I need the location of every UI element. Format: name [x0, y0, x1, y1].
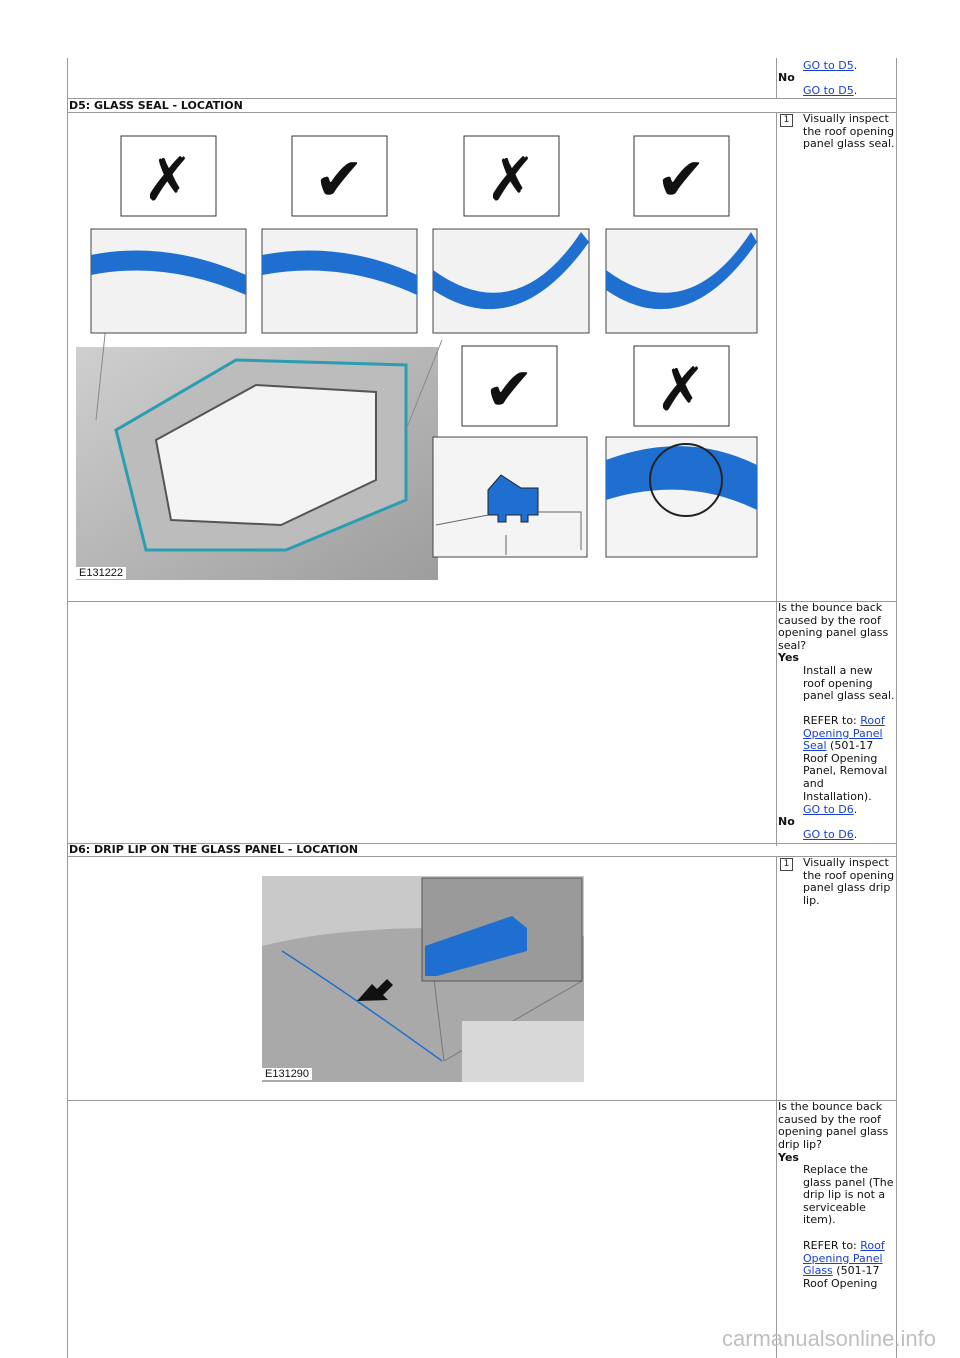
goto-d6-link[interactable]: GO to D6. — [803, 803, 858, 816]
x-mark-icon — [634, 346, 729, 426]
section-title-d6: D6: DRIP LIP ON THE GLASS PANEL - LOCATION — [69, 843, 359, 856]
figure-drip-lip — [262, 876, 584, 1082]
figure-glass-seal — [76, 130, 760, 582]
svg-text:✔: ✔ — [313, 145, 365, 215]
d6-refer: REFER to: Roof Opening Panel Glass (501-17 Roof Opening — [803, 1239, 885, 1290]
step-number-badge: 1 — [780, 114, 793, 127]
table-right-border — [896, 58, 897, 1358]
roof-opening-panel-seal-link[interactable]: Roof Opening Panel Seal — [803, 714, 885, 753]
x-mark-icon — [121, 136, 216, 216]
step-number-badge: 1 — [780, 858, 793, 871]
figure-id-e131290: E131290 — [262, 1068, 312, 1080]
row-divider — [67, 601, 897, 602]
column-divider — [776, 58, 777, 98]
goto-d5-link[interactable]: GO to D5. — [803, 84, 858, 97]
row-divider — [67, 112, 897, 113]
goto-d6-link[interactable]: GO to D6. — [803, 828, 858, 841]
svg-text:✗: ✗ — [655, 355, 707, 425]
svg-text:✗: ✗ — [142, 145, 194, 215]
d5-question: Is the bounce back caused by the roof opening panel glass seal? — [778, 601, 889, 652]
glass-seal-diagram — [76, 130, 760, 582]
d6-question: Is the bounce back caused by the roof opening panel glass drip lip? — [778, 1100, 889, 1151]
check-mark-icon — [634, 136, 729, 216]
drip-lip-diagram — [262, 876, 584, 1082]
d5-instruction: Visually inspect the roof opening panel glass seal. — [803, 112, 895, 151]
seal-detail-4 — [606, 229, 757, 333]
seal-profile-detail — [433, 437, 587, 557]
d5-yes-action: Install a new roof opening panel glass seal. — [803, 664, 895, 703]
x-mark-icon — [464, 136, 559, 216]
yes-label: Yes — [778, 651, 799, 664]
svg-text:✔: ✔ — [483, 355, 535, 425]
yes-label: Yes — [778, 1151, 799, 1164]
seal-detail-2 — [262, 229, 417, 333]
watermark: carmanualsonline.info — [721, 1326, 936, 1351]
table-left-border — [67, 58, 68, 1358]
d6-yes-action: Replace the glass panel (The drip lip is not a serviceable item). — [803, 1163, 894, 1227]
check-mark-icon — [462, 346, 557, 426]
row-divider — [67, 856, 897, 857]
svg-text:✔: ✔ — [655, 145, 707, 215]
svg-text:✗: ✗ — [485, 145, 537, 215]
row-divider — [67, 1100, 897, 1101]
goto-d5-link[interactable]: GO to D5. — [803, 59, 858, 72]
no-label: No — [778, 815, 795, 828]
no-label: No — [778, 71, 795, 84]
seal-damage-detail — [606, 437, 757, 557]
seal-detail-3 — [433, 229, 589, 333]
column-divider — [776, 112, 777, 846]
d6-instruction: Visually inspect the roof opening panel glass drip lip. — [803, 856, 895, 907]
seal-detail-1 — [91, 229, 246, 333]
section-title-d5: D5: GLASS SEAL - LOCATION — [69, 99, 243, 112]
d5-refer: REFER to: Roof Opening Panel Seal (501-17 Roof Opening Panel, Removal and Installation). — [803, 714, 888, 803]
check-mark-icon — [292, 136, 387, 216]
roof-opening-panel-glass-link[interactable]: Roof Opening Panel Glass — [803, 1239, 885, 1278]
figure-id-e131222: E131222 — [76, 567, 126, 579]
column-divider — [776, 856, 777, 1358]
